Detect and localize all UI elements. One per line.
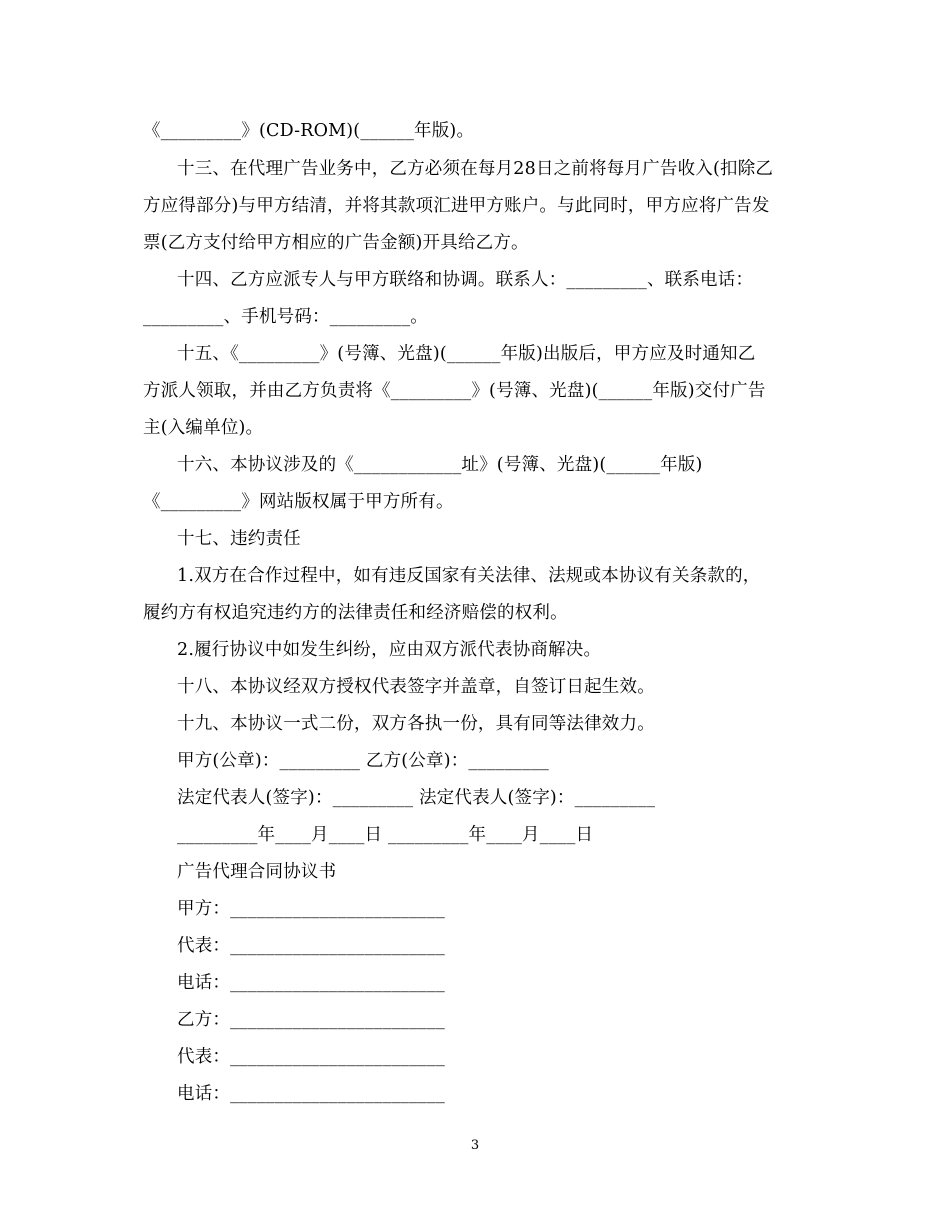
- signature-representative-line: 法定代表人(签字)：_________ 法定代表人(签字)：_________: [177, 788, 656, 808]
- contract-title: 广告代理合同协议书: [177, 862, 337, 882]
- text-line-13: 1.双方在合作过程中，如有违反国家有关法律、法规或本协议有关条款的，: [177, 566, 761, 586]
- text-line-17: 十九、本协议一式二份，双方各执一份，具有同等法律效力。: [177, 714, 655, 734]
- party-b-phone-field: 电话：________________________: [177, 1084, 445, 1104]
- text-line-11: 《_________》网站版权属于甲方所有。: [143, 492, 454, 512]
- party-a-phone-field: 电话：________________________: [177, 973, 445, 993]
- party-a-field: 甲方：________________________: [177, 899, 445, 919]
- text-line-5: 十四、乙方应派专人与甲方联络和协调。联系人：_________、联系电话：: [177, 270, 754, 290]
- text-line-9: 主(入编单位)。: [143, 418, 264, 438]
- signature-party-seal-line: 甲方(公章)：_________ 乙方(公章)：_________: [177, 751, 549, 771]
- text-line-10: 十六、本协议涉及的《____________址》(号簿、光盘)(______年版): [177, 455, 703, 475]
- text-line-7: 十五、《_________》(号簿、光盘)(______年版)出版后，甲方应及时通知乙: [177, 344, 756, 364]
- party-b-representative-field: 代表：________________________: [177, 1047, 445, 1067]
- party-a-representative-field: 代表：________________________: [177, 936, 445, 956]
- signature-date-line: _________年____月____日 _________年____月____日: [177, 825, 594, 845]
- text-line-8: 方派人领取，并由乙方负责将《_________》(号簿、光盘)(______年版)交付广告: [143, 381, 766, 401]
- text-line-16: 十八、本协议经双方授权代表签字并盖章，自签订日起生效。: [177, 677, 655, 697]
- text-line-15: 2.履行协议中如发生纠纷，应由双方派代表协商解决。: [177, 640, 602, 660]
- text-line-1: 《_________》(CD-ROM)(______年版)。: [143, 121, 475, 141]
- text-line-12: 十七、违约责任: [177, 529, 301, 549]
- text-line-6: _________、手机号码：_________。: [143, 307, 428, 327]
- page-number: 3: [470, 1138, 480, 1153]
- text-line-4: 票(乙方支付给甲方相应的广告金额)开具给乙方。: [143, 233, 529, 253]
- text-line-2: 十三、在代理广告业务中，乙方必须在每月28日之前将每月广告收入(扣除乙: [177, 159, 774, 179]
- text-line-3: 方应得部分)与甲方结清，并将其款项汇进甲方账户。与此同时，甲方应将广告发: [143, 196, 770, 216]
- party-b-field: 乙方：________________________: [177, 1010, 445, 1030]
- text-line-14: 履约方有权追究违约方的法律责任和经济赔偿的权利。: [143, 603, 568, 623]
